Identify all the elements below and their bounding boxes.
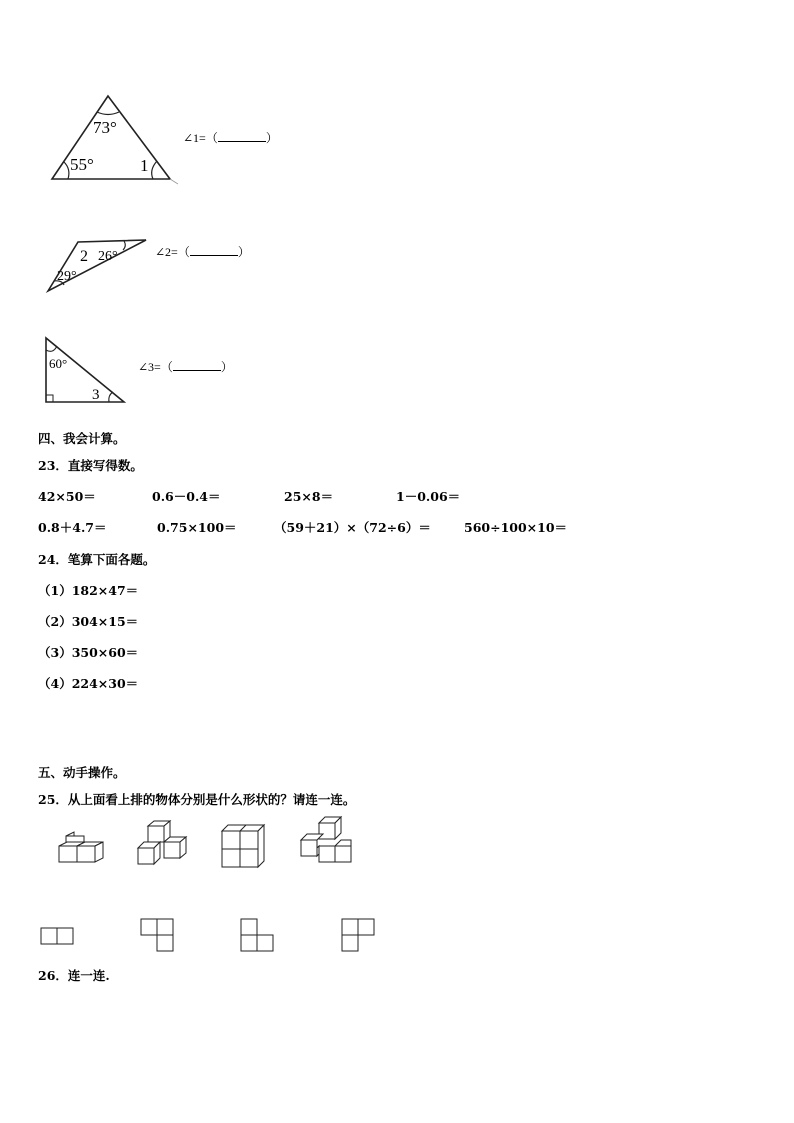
q23-r2-c2: 0.75×100＝ [157, 520, 237, 535]
angle-3-answer: ∠3=（ ） [138, 360, 233, 374]
top-view-2 [140, 918, 180, 958]
triangle-3-angle-right: 3 [92, 387, 100, 403]
cube-figure-4 [299, 815, 355, 871]
cube-figure-2 [136, 820, 188, 872]
q23-r1-c4: 1－0.06＝ [396, 489, 461, 504]
cube-figure-1 [56, 832, 106, 868]
q24-title: 24．笔算下面各题。 [38, 552, 156, 567]
triangle-1-figure [36, 90, 186, 190]
angle-2-answer: ∠2=（ ） [155, 245, 250, 259]
q26-title: 26．连一连. [38, 968, 110, 983]
triangle-3-figure [38, 332, 133, 407]
triangle-2-angle-inner: 2 [80, 248, 88, 265]
q24-item-4: （4）224×30＝ [38, 676, 139, 691]
triangle-1-angle-right: 1 [140, 156, 149, 175]
q23-r2-c3: （59＋21）×（72÷6）＝ [274, 520, 431, 535]
angle-2-blank[interactable] [190, 244, 238, 256]
angle-1-answer: ∠1=（ ） [183, 131, 278, 145]
triangle-2-figure [40, 236, 155, 296]
top-view-4 [341, 918, 381, 958]
triangle-2-angle-right: 26° [98, 249, 118, 264]
top-view-1 [40, 927, 76, 947]
top-view-3 [240, 918, 280, 958]
q23-r1-c1: 42×50＝ [38, 489, 96, 504]
q24-item-3: （3）350×60＝ [38, 645, 139, 660]
q23-r1-c3: 25×8＝ [284, 489, 334, 504]
q25-title: 25．从上面看上排的物体分别是什么形状的？请连一连。 [38, 792, 356, 807]
angle-1-blank[interactable] [218, 130, 266, 142]
angle-3-blank[interactable] [173, 359, 221, 371]
q23-title: 23．直接写得数。 [38, 458, 143, 473]
cube-figure-3 [219, 822, 267, 870]
triangle-3-angle-top: 60° [49, 356, 68, 371]
section-4-title: 四、我会计算。 [38, 431, 126, 446]
q23-r2-c1: 0.8＋4.7＝ [38, 520, 107, 535]
q24-item-2: （2）304×15＝ [38, 614, 139, 629]
q23-r1-c2: 0.6－0.4＝ [152, 489, 221, 504]
section-5-title: 五、动手操作。 [38, 765, 126, 780]
triangle-1-angle-top: 73° [93, 118, 117, 137]
q23-r2-c4: 560÷100×10＝ [464, 520, 568, 535]
triangle-2-angle-bottom: 29° [57, 269, 77, 284]
triangle-1-angle-left: 55° [70, 155, 94, 174]
q24-item-1: （1）182×47＝ [38, 583, 139, 598]
